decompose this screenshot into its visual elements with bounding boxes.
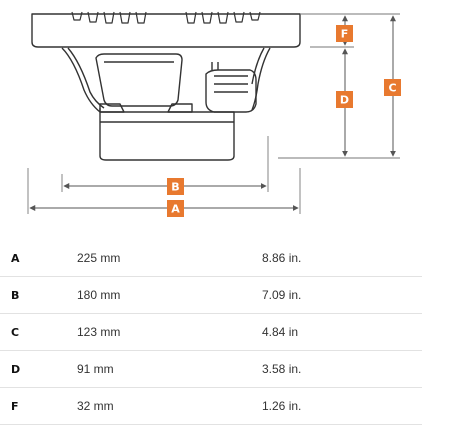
dimension-imperial: 8.86 in. [262, 240, 422, 277]
speaker-frame-top [32, 14, 300, 47]
badge-F [336, 25, 353, 42]
dimension-metric: 123 mm [77, 314, 262, 351]
badge-D [336, 91, 353, 108]
dimension-metric: 91 mm [77, 351, 262, 388]
dimension-imperial: 4.84 in [262, 314, 422, 351]
svg-text:A: A [171, 202, 180, 216]
dimension-label: A [0, 240, 77, 277]
dimension-label: D [0, 351, 77, 388]
table-row [0, 277, 422, 314]
dimension-metric: 225 mm [77, 240, 262, 277]
dimension-imperial: 3.58 in. [262, 351, 422, 388]
dimensions-table [0, 240, 422, 425]
svg-text:F: F [340, 27, 349, 41]
dimension-imperial: 1.26 in. [262, 388, 422, 425]
svg-text:B: B [171, 180, 180, 194]
dimension-imperial: 7.09 in. [262, 277, 422, 314]
magnet-body [100, 112, 234, 160]
basket-left [62, 48, 100, 112]
dimension-label: B [0, 277, 77, 314]
magnet-tabs [100, 104, 192, 112]
dimension-label: C [0, 314, 77, 351]
basket-right [252, 48, 270, 110]
badge-C [384, 79, 401, 96]
badge-A [167, 200, 184, 217]
dimension-label: F [0, 388, 77, 425]
dimension-metric: 32 mm [77, 388, 262, 425]
dimension-metric: 180 mm [77, 277, 262, 314]
table-row [0, 314, 422, 351]
dimension-badges [167, 25, 401, 217]
svg-text:C: C [388, 81, 397, 95]
badge-B [167, 178, 184, 195]
speaker-drawing [32, 12, 300, 160]
svg-text:D: D [339, 93, 350, 107]
table-row [0, 240, 422, 277]
table-row [0, 388, 422, 425]
table-row [0, 351, 422, 388]
extension-lines [28, 14, 400, 214]
